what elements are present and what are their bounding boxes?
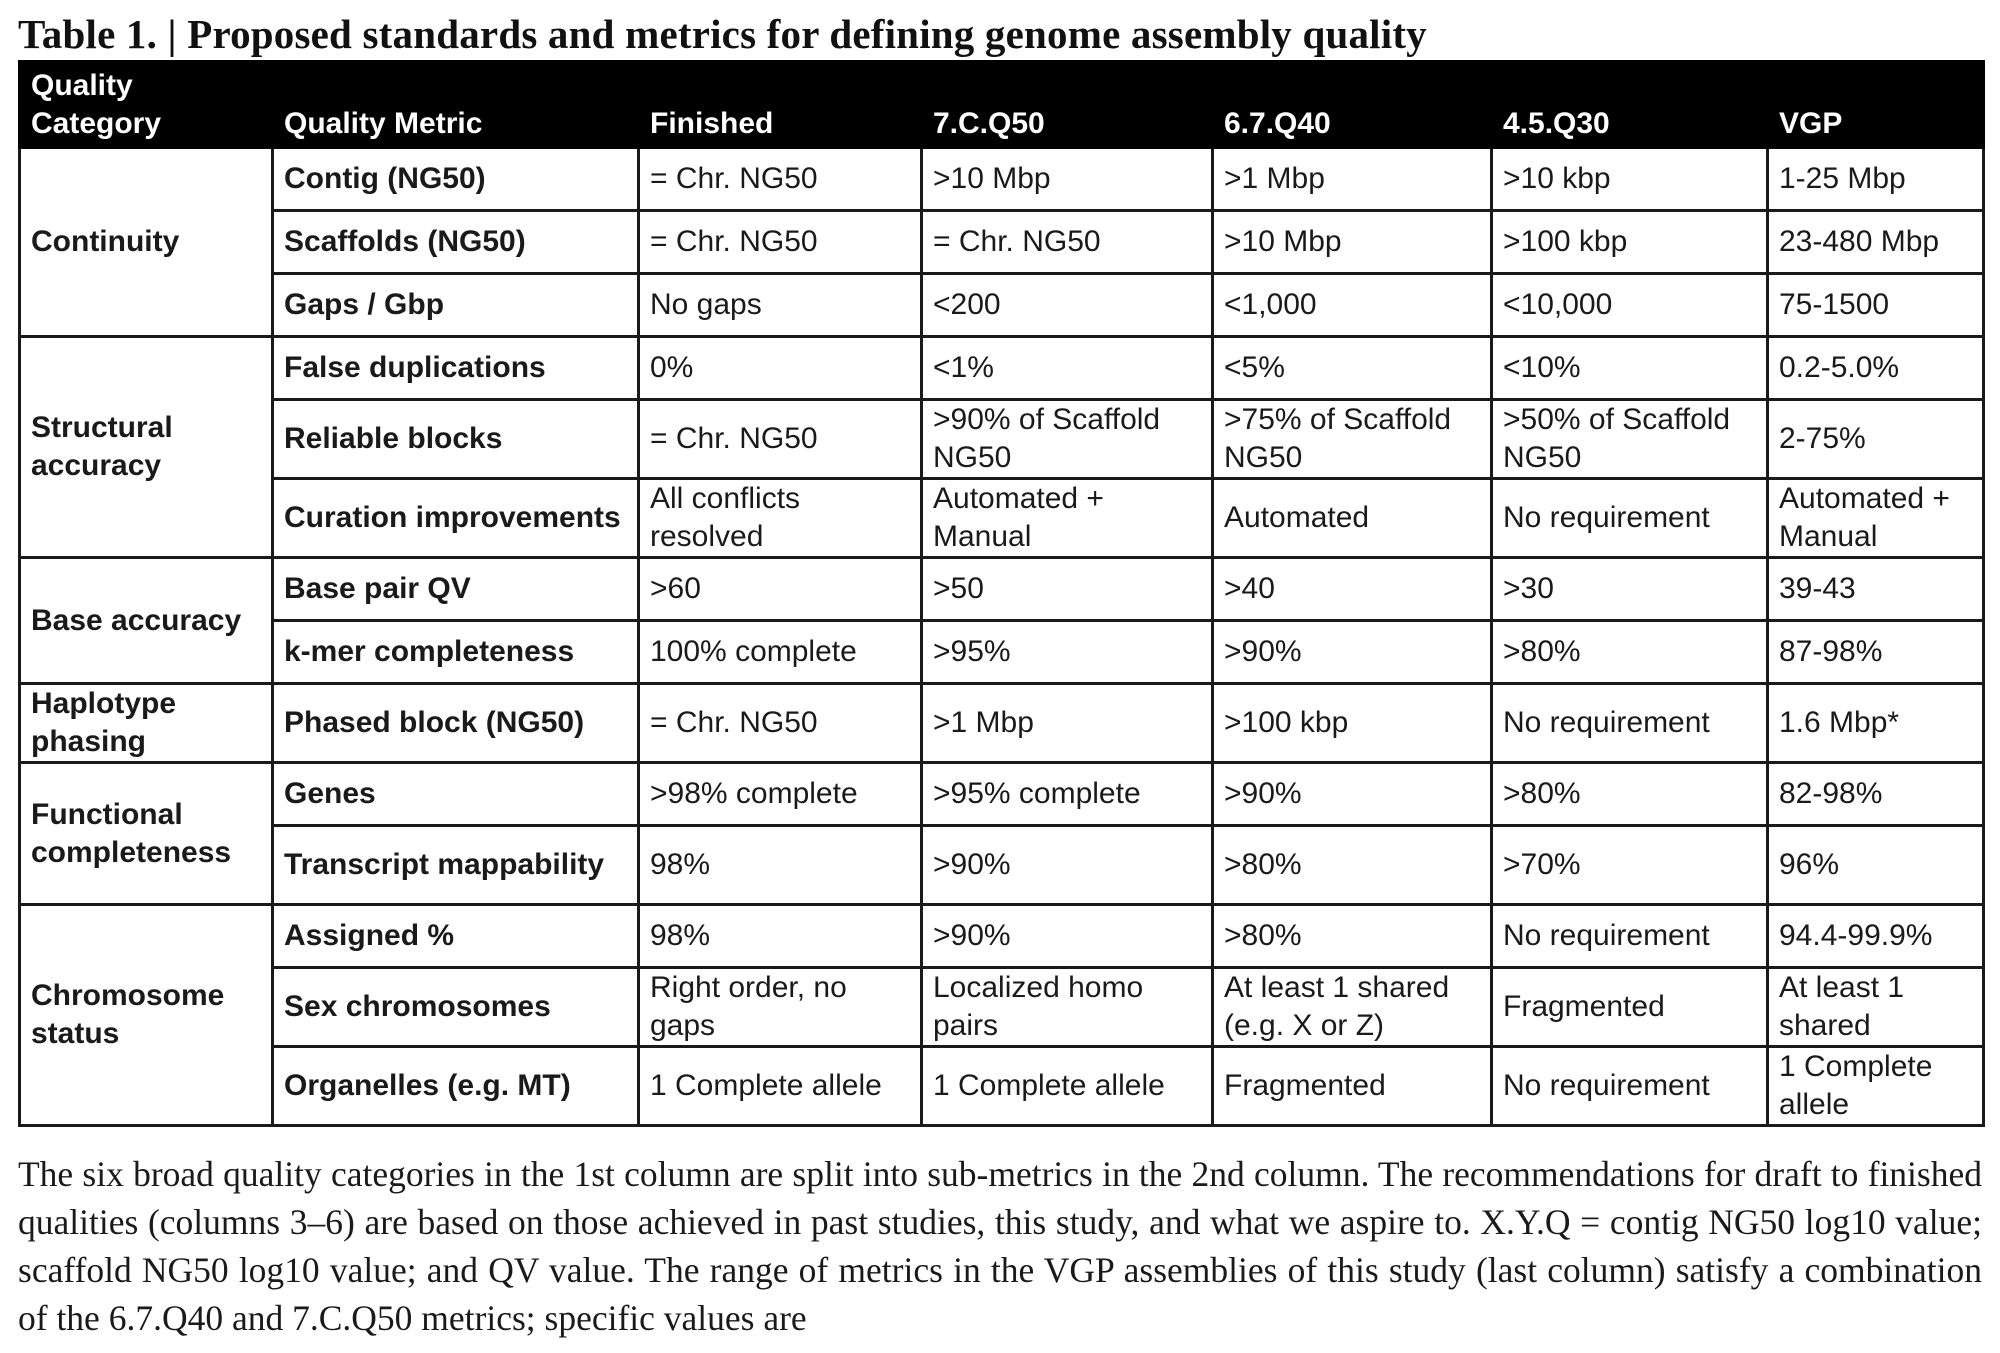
7cq50-cell: >90% [922,905,1213,968]
45q30-cell: >70% [1492,826,1768,905]
7cq50-cell: >95% [922,621,1213,684]
45q30-cell: No requirement [1492,479,1768,558]
67q40-cell: >1 Mbp [1213,148,1492,211]
67q40-cell: >10 Mbp [1213,211,1492,274]
vgp-cell: At least 1 shared [1768,968,1984,1047]
table-title: Table 1. | Proposed standards and metrics for defining genome assembly quality [18,11,1427,57]
table-row [20,274,1984,337]
table-row [20,479,1984,558]
vgp-cell: 82-98% [1768,763,1984,826]
7cq50-cell: >50 [922,558,1213,621]
67q40-cell: Fragmented [1213,1047,1492,1126]
vgp-cell: 1.6 Mbp* [1768,684,1984,763]
7cq50-cell: <200 [922,274,1213,337]
vgp-cell: 39-43 [1768,558,1984,621]
45q30-cell: >80% [1492,763,1768,826]
table-row [20,763,1984,826]
7cq50-cell: >1 Mbp [922,684,1213,763]
45q30-cell: No requirement [1492,1047,1768,1126]
category-continuity: Continuity [20,148,273,337]
metric-cell: Assigned % [273,905,639,968]
finished-cell: Right order, no gaps [639,968,922,1047]
metric-cell: Contig (NG50) [273,148,639,211]
table-header-row [20,62,1984,148]
67q40-cell: >80% [1213,826,1492,905]
category-haplotype-phasing: Haplotype phasing [20,684,273,763]
table-row [20,905,1984,968]
7cq50-cell: >90% of Scaffold NG50 [922,400,1213,479]
quality-table [18,60,1985,1127]
finished-cell: = Chr. NG50 [639,400,922,479]
finished-cell: 98% [639,905,922,968]
7cq50-cell: Automated + Manual [922,479,1213,558]
finished-cell: = Chr. NG50 [639,148,922,211]
table-row [20,684,1984,763]
7cq50-cell: Localized homo pairs [922,968,1213,1047]
vgp-cell: 1-25 Mbp [1768,148,1984,211]
header-45q30: 4.5.Q30 [1492,62,1768,148]
45q30-cell: >50% of Scaffold NG50 [1492,400,1768,479]
header-quality-metric: Quality Metric [273,62,639,148]
45q30-cell: No requirement [1492,905,1768,968]
finished-cell: = Chr. NG50 [639,684,922,763]
metric-cell: Scaffolds (NG50) [273,211,639,274]
finished-cell: 1 Complete allele [639,1047,922,1126]
table-row [20,558,1984,621]
vgp-cell: 23-480 Mbp [1768,211,1984,274]
metric-cell: Base pair QV [273,558,639,621]
vgp-cell: 96% [1768,826,1984,905]
metric-cell: Transcript mappability [273,826,639,905]
header-quality-category: Quality Category [20,62,273,148]
metric-cell: Organelles (e.g. MT) [273,1047,639,1126]
vgp-cell: 94.4-99.9% [1768,905,1984,968]
vgp-cell: 1 Complete allele [1768,1047,1984,1126]
category-chromosome-status: Chromosome status [20,905,273,1126]
finished-cell: = Chr. NG50 [639,211,922,274]
category-structural-accuracy: Structural accuracy [20,337,273,558]
67q40-cell: <1,000 [1213,274,1492,337]
table-row [20,211,1984,274]
metric-cell: Genes [273,763,639,826]
67q40-cell: At least 1 shared (e.g. X or Z) [1213,968,1492,1047]
67q40-cell: Automated [1213,479,1492,558]
header-7cq50: 7.C.Q50 [922,62,1213,148]
metric-cell: k-mer completeness [273,621,639,684]
header-67q40: 6.7.Q40 [1213,62,1492,148]
finished-cell: >98% complete [639,763,922,826]
metric-cell: Gaps / Gbp [273,274,639,337]
7cq50-cell: 1 Complete allele [922,1047,1213,1126]
vgp-cell: Automated + Manual [1768,479,1984,558]
metric-cell: False duplications [273,337,639,400]
table-row [20,337,1984,400]
table-row [20,148,1984,211]
45q30-cell: >80% [1492,621,1768,684]
45q30-cell: >10 kbp [1492,148,1768,211]
vgp-cell: 0.2-5.0% [1768,337,1984,400]
category-functional-completeness: Functional completeness [20,763,273,905]
67q40-cell: >100 kbp [1213,684,1492,763]
finished-cell: No gaps [639,274,922,337]
67q40-cell: >90% [1213,763,1492,826]
metric-cell: Reliable blocks [273,400,639,479]
table-row [20,400,1984,479]
7cq50-cell: >90% [922,826,1213,905]
45q30-cell: No requirement [1492,684,1768,763]
vgp-cell: 87-98% [1768,621,1984,684]
finished-cell: All conflicts resolved [639,479,922,558]
table-row [20,621,1984,684]
finished-cell: 0% [639,337,922,400]
45q30-cell: >100 kbp [1492,211,1768,274]
header-finished: Finished [639,62,922,148]
metric-cell: Sex chromosomes [273,968,639,1047]
7cq50-cell: >10 Mbp [922,148,1213,211]
category-base-accuracy: Base accuracy [20,558,273,684]
7cq50-cell: <1% [922,337,1213,400]
67q40-cell: <5% [1213,337,1492,400]
table-row [20,1047,1984,1126]
7cq50-cell: = Chr. NG50 [922,211,1213,274]
finished-cell: 100% complete [639,621,922,684]
metric-cell: Phased block (NG50) [273,684,639,763]
vgp-cell: 2-75% [1768,400,1984,479]
45q30-cell: <10% [1492,337,1768,400]
45q30-cell: <10,000 [1492,274,1768,337]
metric-cell: Curation improvements [273,479,639,558]
45q30-cell: >30 [1492,558,1768,621]
table-caption: The six broad quality categories in the 1st column are split into sub-metrics in the 2nd column. The recommendations for draft to finished qualities (columns 3–6) are based on those achieved in past studies, this study, and what we aspire to. X.Y.Q = contig NG50 log10 value; scaffold NG50 log10 value; and QV value. The range of metrics in the VGP assemblies of this study (last column) satisfy a combination of the 6.7.Q40 and 7.C.Q50 metrics; specific values are [18,1154,1982,1338]
table-row [20,826,1984,905]
67q40-cell: >90% [1213,621,1492,684]
vgp-cell: 75-1500 [1768,274,1984,337]
67q40-cell: >80% [1213,905,1492,968]
67q40-cell: >75% of Scaffold NG50 [1213,400,1492,479]
67q40-cell: >40 [1213,558,1492,621]
45q30-cell: Fragmented [1492,968,1768,1047]
finished-cell: 98% [639,826,922,905]
header-vgp: VGP [1768,62,1984,148]
finished-cell: >60 [639,558,922,621]
7cq50-cell: >95% complete [922,763,1213,826]
table-row [20,968,1984,1047]
